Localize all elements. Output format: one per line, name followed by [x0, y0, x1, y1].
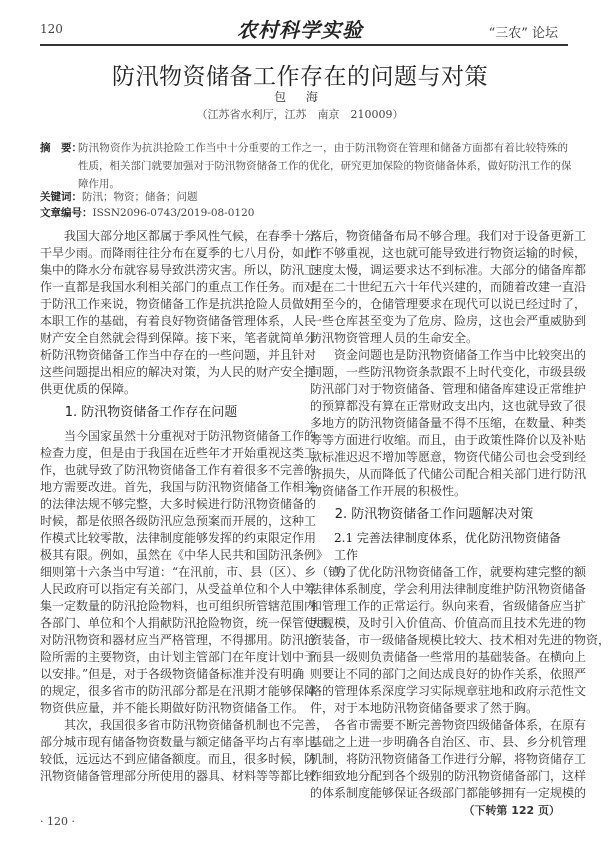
text-line: 检查力度，但是由于我国在近些年才开始重视这类工 [40, 446, 317, 460]
text-line: 资金问题也是防汛物资储备工作当中比较突出的 [334, 348, 587, 362]
text-line: 多地方的防汛物资储备量不得不压缩，在数量、种类 [310, 416, 587, 430]
text-line: 作一直都是我国水利相关部门的重点工作任务。而对 [40, 280, 317, 294]
text-line: 集一定数量的防汛抢险物料，也可组织所管辖范围内 [40, 599, 317, 613]
text-line: 的体系制度能够保证各级部门都能够拥有一定规模的 [310, 786, 587, 800]
text-line: 险所需的主要物资，由计划主管部门在年度计划中予 [40, 650, 317, 664]
section-name: “三农” 论坛 [488, 26, 558, 41]
text-line: 问题，一些防汛物资条款跟不上时代变化，市级县级 [310, 365, 587, 379]
text-line: 时候，都是依照各级防汛应急预案而开展的，这种工 [40, 514, 317, 528]
body-left-column [40, 228, 353, 785]
text-line: 极其有限。例如，虽然在《中华人民共和国防汛条例》 [40, 548, 329, 562]
keywords-value: 防汛；物资；储备；问题 [82, 191, 198, 203]
abstract-label: 摘 要： [40, 142, 82, 154]
text-line: 等等方面进行收缩。而且，由于政策性降价以及补贴 [310, 433, 587, 447]
text-line: 机制，将防汛物资储备工作进行分解，将物资储存工 [310, 752, 587, 766]
section-heading: 2. 防汛物资储备工作问题解决对策 [334, 507, 534, 522]
footer-page-number: · 120 · [40, 815, 75, 828]
abstract-line: 障作用。 [78, 178, 120, 190]
text-line: 较低，远远达不到应储备额度。而且，很多时候，防 [40, 752, 317, 766]
text-line: 济损失，从而降低了代储公司配合相关部门进行防汛 [310, 467, 587, 481]
abstract-line: 性质，相关部门就要加强对于防汛物资储备工作的优化，研究更加保险的物资储备体系，做好防汛工作的保 [78, 160, 572, 172]
text-line: 供更优质的保障。 [40, 382, 137, 396]
continued-note: （下转第 122 页） [463, 804, 560, 817]
text-line: 我国大部分地区都属于季风性气候，在春季十分 [64, 229, 317, 243]
paragraph [310, 347, 587, 500]
keywords-label: 关键词： [40, 191, 82, 203]
text-line: 速度太慢，调运要求达不到标准。大部分的储备库都 [310, 263, 587, 277]
abstract [40, 139, 572, 193]
text-line: 而县一级则负责储备一些常用的基础装备。在横向上 [310, 650, 587, 664]
text-line: 作不够重视，这也就可能导致进行物资运输的时候， [310, 246, 587, 260]
text-line: 用至今的，仓储管理要求在现代可以说已经过时了， [310, 297, 587, 311]
paragraph [40, 717, 329, 785]
text-line: 大规模，及时引入价值高、价值高而且技术先进的物 [310, 616, 587, 630]
body-right-column [310, 228, 610, 819]
paragraph [310, 717, 587, 802]
text-line: 格的管理体系深度学习实际规章驻地和政府示范性文 [310, 684, 587, 698]
text-line: 于防汛工作来说，物资储备工作是抗洪抢险人员做好 [40, 297, 317, 311]
abstract-line: 防汛物资作为抗洪抢险工作当中十分重要的工作之一，由于防汛物资在管理和储备方面都有着比较特殊的 [78, 142, 568, 154]
affiliation: （江苏省水利厅，江苏 南京 210009） [196, 108, 404, 121]
text-line: 这些问题提出相应的解决对策，为人民的财产安全提 [40, 365, 317, 379]
text-line: 作模式比较零散，法律制度能够发挥的约束限定作用 [40, 531, 317, 545]
text-line: 其次，我国很多省市防汛物资储备机制也不完善， [64, 718, 329, 732]
article-id-value: ISSN2096-0743/2019-08-0120 [92, 207, 255, 219]
header-rule [40, 44, 568, 46]
text-line: 物资供应量，并不能长期做好防汛物资储备工作。 [40, 701, 305, 715]
text-line: 是在二十世纪五六十年代兴建的，而随着改建一直沿 [310, 280, 587, 294]
text-line: 本职工作的基础，有着良好物资储备管理体系，人民 [40, 314, 317, 328]
header-page-number: 120 [40, 22, 63, 36]
text-line: 集中的降水分布就容易导致洪涝灾害。所以，防汛工 [40, 263, 317, 277]
text-line: 防汛部门对于物资储备、管理和储备库建设正常维护 [310, 382, 587, 396]
author: 包 海 [274, 90, 326, 104]
text-line: 干旱少雨。而降雨往往分布在夏季的七八月份，如此 [40, 246, 317, 260]
text-line: 作细致地分配到各个级别的防汛物资储备部门，这样 [310, 769, 587, 783]
text-line: 为了优化防汛物资储备工作，就要构建完整的额 [334, 565, 587, 579]
text-line: 细则第十六条当中写道：“在汛前，市、县（区）、乡（镇） [40, 565, 353, 579]
text-line: 落后，物资储备布局不够合理。我们对于设备更新工 [310, 229, 587, 243]
text-line: 作，也就导致了防汛物资储备工作有着很多不完善的 [40, 463, 317, 477]
text-line: 的法律法规不够完整，大多时候进行防汛物资储备的 [40, 497, 317, 511]
text-line: 对防汛物资和器材应当严格管理，不得挪用。防汛抢 [40, 633, 317, 647]
text-line: 资装备，市一级储备规模比较大、技术相对先进的物资， [310, 633, 610, 647]
text-line: 的预算都没有算在正常财政支出内，这也就导致了很 [310, 399, 587, 413]
text-line: 各省市需要不断完善物资四级储备体系，在原有 [334, 718, 587, 732]
text-line: 和管理工作的正常运行。纵向来看，省级储备应当扩 [310, 599, 587, 613]
text-line: 各部门、单位和个人捐献防汛抢险物资，统一保管使用。 [40, 616, 341, 630]
text-line: 基础之上进一步明确各自治区、市、县、乡分机管理 [310, 735, 587, 749]
text-line: 件，对于本地防汛物资储备要求了然于胸。 [310, 701, 539, 715]
paragraph [310, 564, 610, 717]
text-line: 以安排。”但是，对于各级物资储备标准并没有明确 [40, 667, 305, 681]
journal-logo: 农村科学实验 [237, 18, 363, 42]
text-line: 的规定，很多省市的防汛部分都是在汛期才能够保障 [40, 684, 317, 698]
text-line: 地方需要改进。首先，我国与防汛物资储备工作相关 [40, 480, 317, 494]
text-line: 物资储备工作开展的积极性。 [310, 484, 467, 498]
article-id [40, 205, 254, 220]
text-line: 当今国家虽然十分重视对于防汛物资储备工作的 [64, 429, 317, 443]
paragraph [40, 428, 353, 717]
text-line: 则要让不同的部门之间达成良好的协作关系，依照严 [310, 667, 587, 681]
text-line: 法律体系制度，学会利用法律制度维护防汛物资储备 [310, 582, 587, 596]
paragraph [310, 228, 587, 347]
text-line: 析防汛物资储备工作当中存在的一些问题，并且针对 [40, 348, 317, 362]
text-line: 防汛物资管理人员的生命安全。 [310, 331, 479, 345]
article-title: 防汛物资储备工作存在的问题与对策 [112, 64, 488, 90]
paragraph [40, 228, 317, 398]
subsection-heading: 2.1 完善法律制度体系，优化防汛物资储备工作 [334, 531, 561, 562]
article-id-label: 文章编号： [40, 207, 93, 219]
text-line: 汛物资储备管理部分所使用的器具、材料等等都比较 [40, 769, 317, 783]
text-line: 人民政府可以指定有关部门，从受益单位和个人中筹 [40, 582, 317, 596]
text-line: 部分城市现有储备物资数量与额定储备平均占有率比 [40, 735, 317, 749]
text-line: 款标准迟迟不增加等愿意，物资代储公司也会受到经 [310, 450, 587, 464]
text-line: 财产安全自然就会得到保障。接下来，笔者就简单分 [40, 331, 317, 345]
keywords [40, 189, 198, 204]
text-line: 一些仓库甚至变为了危房、险房，这也会严重威胁到 [310, 314, 587, 328]
section-heading: 1. 防汛物资储备工作存在问题 [64, 405, 238, 420]
